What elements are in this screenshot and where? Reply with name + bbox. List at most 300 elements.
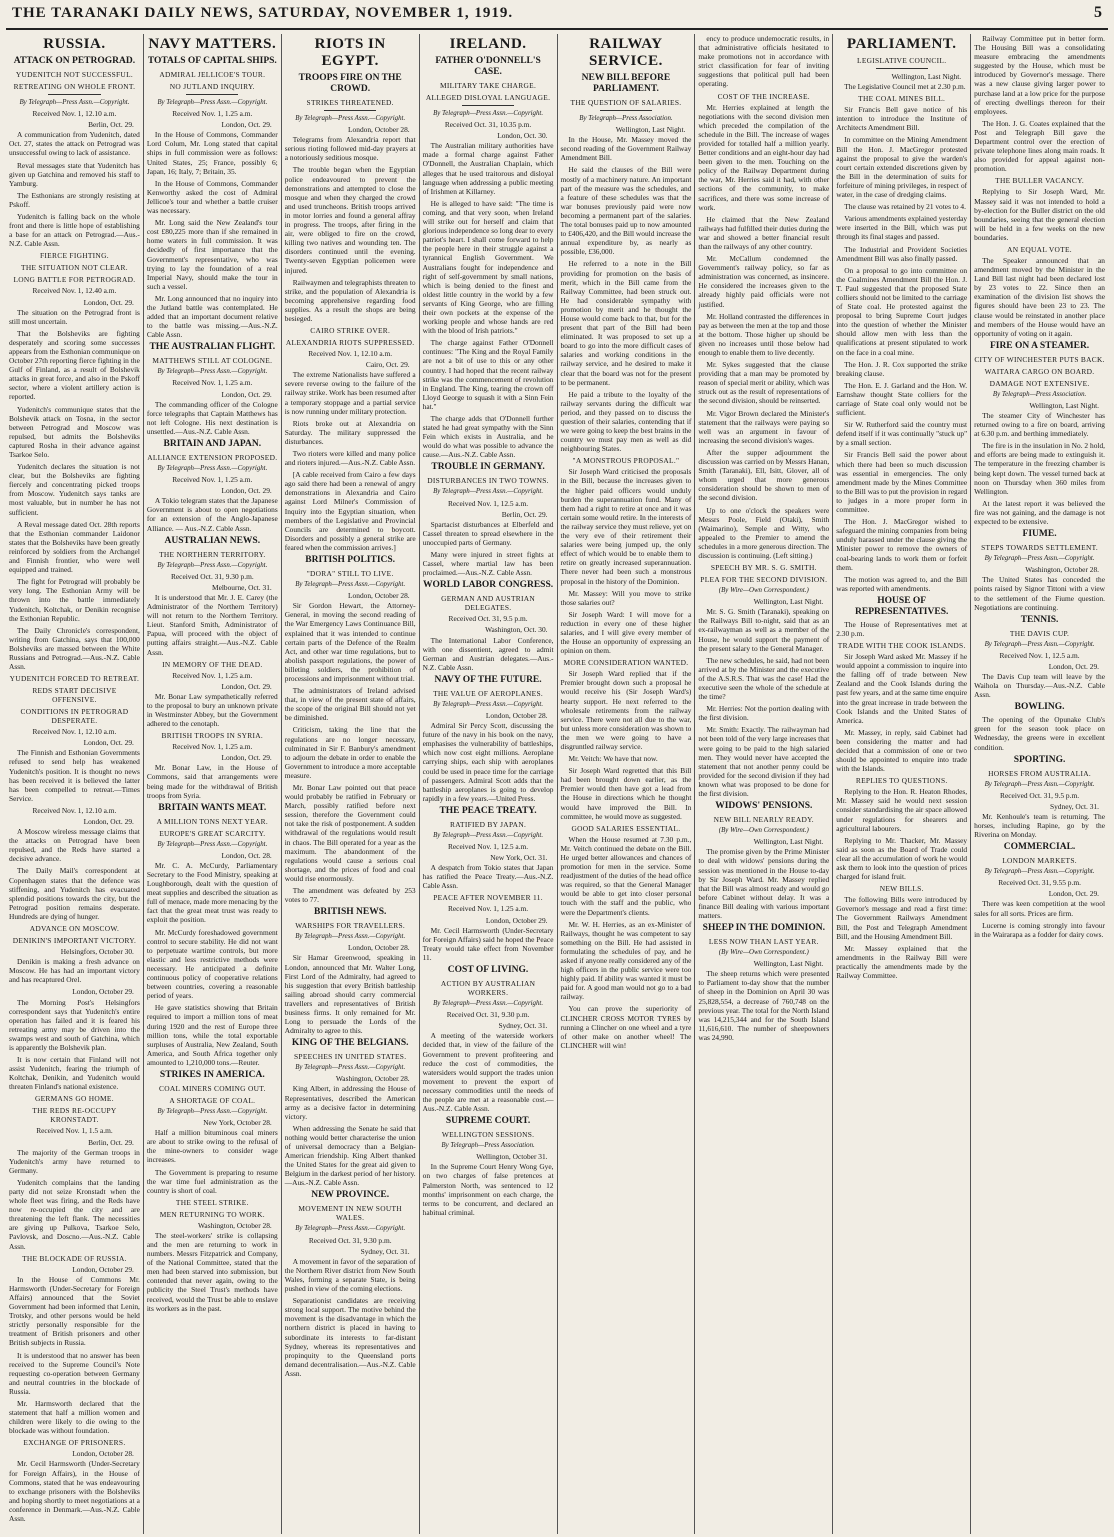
article-paragraph: Mr. Herries: Not the portion dealing with the first division.	[698, 704, 830, 723]
received-line: Received Oct. 31, 9.30 p.m.	[446, 1010, 530, 1020]
section-heading: CITY OF WINCHESTER PUTS BACK.	[974, 354, 1105, 364]
article-paragraph: The fire is in the insulation in No. 2 hold, and efforts are being made to extinguish it. The temperature in the freezing chamber is being kept down. The vessel turned back at noon on Thursday when 360 miles from Wellington.	[974, 441, 1105, 496]
subheadline: NEW PROVINCE.	[311, 1190, 390, 1201]
section-heading: WARSHIPS FOR TRAVELLERS.	[295, 921, 406, 931]
received-line: Received Oct. 31, 9.5 p.m.	[448, 614, 528, 624]
article-paragraph: King Albert, in addressing the House of Representatives, described the American army as a decisive factor in determining victory.	[284, 1084, 416, 1121]
article-paragraph: The Government is preparing to resume the war time fuel administration as the country is short of coal.	[146, 1167, 278, 1195]
section-heading: THE DAVIS CUP.	[1009, 628, 1070, 638]
subheadline: BRITAIN AND JAPAN.	[163, 439, 262, 449]
article-paragraph: In the House of Commons, Commander Kenworthy asked the cost of Admiral Jellicoe's tour and whether a battle cruiser was necessary.	[146, 178, 278, 216]
article-paragraph: The fight for Petrograd will probably be very long. The Esthonian Army will be thrown into the battle immediately Yudenitch, Koltchak, or Denikin recognise the Esthonian Republic.	[9, 577, 140, 623]
subheadline: ATTACK ON PETROGRAD.	[13, 56, 136, 66]
section-heading: "DORA" STILL TO LIVE.	[306, 569, 394, 579]
section-heading: THE COAL MINES BILL.	[858, 94, 946, 104]
article-paragraph: The steamer City of Winchester has returned owing to a fire on board, arriving at 6.30 p.m. and berthing immediately.	[974, 411, 1105, 439]
subheadline: FIUME.	[1022, 529, 1057, 540]
article-paragraph: A movement in favor of the separation of the Northern River district from New South Wales, forming a separate State, is being pushed in view of the coming elections.	[284, 1256, 416, 1294]
article-paragraph: Yudenitch declares the situation is not clear, but the Bolsheviks are fighting fiercely and concentrating picked troops from Moscow. Yudenitch says tanks are most valuable, but in number he has not sufficient.	[9, 462, 140, 517]
headline: NAVY MATTERS.	[148, 36, 277, 52]
article-paragraph: Half a million bituminous coal miners are about to strike owing to the refusal of the mine-owners to consider wage increases.	[146, 1128, 278, 1165]
divider-rule	[876, 68, 928, 69]
subheadline: FATHER O'DONNELL'S CASE.	[435, 56, 541, 77]
column-3	[281, 34, 419, 1534]
article-paragraph: Two rioters were killed and many police and rioters injured.—Aus.-N.Z. Cable Assn.	[284, 449, 416, 468]
column-1	[6, 34, 143, 1534]
article-paragraph: Mr. Holland contrasted the differences in pay as between the men at the top and those at the bottom. Those higher up should be given no increases until those below had enough to enable them to live decently.	[698, 311, 830, 357]
received-line: Received Nov. 1, 1.25 a.m.	[172, 475, 253, 485]
article-paragraph: The Hon. J. G. Coates explained that the Post and Telegraph Bill gave the Department control over the erection of private telephone lines along main roads. It also provided for appeal against non-promotion.	[974, 118, 1105, 174]
section-heading: THE QUESTION OF SALARIES.	[570, 98, 682, 107]
dateline-place: Washington, October 28.	[198, 1220, 272, 1230]
article-paragraph: The sheep returns which were presented to Parliament to-day show that the number of sheep in the Dominion on April 30 was 25,828,554, a decrease of 760,748 on the previous year. The total for the North Island was 14,215,344 and for the South Island 11,616,610. The number of sheepowners was 24,990.	[698, 969, 830, 1042]
section-heading: THE NORTHERN TERRITORY.	[159, 549, 266, 559]
section-heading: FIERCE FIGHTING.	[40, 251, 109, 261]
article-paragraph: Yudenitch complains that the landing party did not seize Kronstadt when the whole fleet was firing, and the Reds have now re-occupied the city and are threatening the left flank. The necessities are giving up Pulkova, Tsarkoe Selo, Pavlovsk, and Doscno.—Aus.-N.Z. Cable Assn.	[9, 1177, 140, 1251]
article-paragraph: Replying to the Hon. R. Heaton Rhodes, Mr. Massey said he would next session consider standardising the air space allowed under regulations for shearers and agricultural labourers.	[836, 787, 968, 833]
credit-line: By Telegraph—Press Assn.—Copyright.	[433, 110, 544, 117]
article-paragraph: The Hon. J. MacGregor wished to safeguard the mining companies from being unduly harassed under the clause giving the Minister power to remove the owners of coal-bearing lands to work them or forfeit them.	[836, 517, 968, 572]
article-paragraph: The promise given by the Prime Minister to deal with widows' pensions during the session was mentioned in the House to-day by Sir Joseph Ward. Mr. Massey replied that the Bill was almost ready and would go before Cabinet without delay. It was a finance Bill dealing with various important matters.	[698, 847, 830, 920]
dateline-place: London, Oct. 29.	[1048, 889, 1099, 899]
dateline-place: London, October 29.	[72, 1264, 134, 1274]
received-line: Received Nov. 1, 1.25 a.m.	[172, 109, 253, 119]
article-paragraph: He referred to a note in the Bill providing for promotion on the basis of merit, which in the Bill came from the Railway Committee, had been struck out. He had considerable sympathy with promotion by merit and he thought the House would come back to that, but for the present that part of the Bill had been eliminated. It was proposed to set up a board to go into the more difficult cases of salaries and working conditions in the railway service, and he desired to make it clear that the board was not for the present to be permanent.	[560, 259, 692, 387]
article-paragraph: Sir Joseph Ward asked Mr. Massey if he would appoint a commission to inquire into the falling off of trade between New Zealand and the Cook Islands during the past few years, and at the same time enquire into the great increase in trade between the Cook Islands and the United States of America.	[836, 652, 968, 725]
article-paragraph: Mr. Herries explained at length the negotiations with the second division men which preceded the compilation of the schedule in the Bill. The increase of wages provided for totalled half a million yearly. Better conditions and an eight-hour day had been given to the men. Touching on the policy of the Railway Department during the war, Mr. Herries said it had, with other sections of the community, to make sacrifices, and there was some increase of work.	[698, 102, 830, 212]
section-heading: "A MONSTROUS PROPOSAL."	[572, 456, 680, 466]
credit-line: By Telegraph—Press Assn.—Copyright.	[433, 488, 544, 496]
section-heading: REPLIES TO QUESTIONS.	[855, 776, 948, 786]
article-paragraph: The clause was retained by 21 votes to 4.	[844, 202, 966, 212]
article-paragraph: Separationist candidates are receiving strong local support. The motive behind the movement is the disadvantage in which the northern district is placed in having to subordinate its interests to far-distant Sydney, whereas its representatives and propinquity to the Queensland ports demand decentralisation.—Aus.-N.Z. Cable Assn.	[284, 1296, 416, 1378]
dateline-place: Wellington, Last Night.	[753, 597, 824, 607]
dateline-place: London, October 28.	[348, 591, 410, 601]
article-paragraph: Spartacist disturbances at Elberfeld and Cassel threaten to spread elsewhere in the unoccupied parts of Germany.	[422, 519, 554, 547]
article-paragraph: When addressing the Senate he said that nothing would better characterise the union of universal democracy than a Belgian-American friendship. King Albert thanked the United States for the great aid given to Belgium in the darkest period of her history.—Aus.-N.Z. Cable Assn.	[284, 1123, 416, 1188]
article-paragraph: It is understood that Mr. J. E. Carey (the Administrator of the Northern Territory) will not return to the Northern Territory. Lieut. Stanford Smith, Administrator of Papua, will proceed with the object of putting affairs straight.—Aus.-N.Z. Cable Assn.	[146, 592, 278, 657]
subheadline: SUPREME COURT.	[445, 1116, 531, 1127]
dateline-place: Berlin, Oct. 29.	[501, 509, 548, 519]
section-heading: THE SITUATION NOT CLEAR.	[21, 263, 128, 273]
section-heading: MILITARY TAKE CHARGE.	[440, 81, 537, 90]
article-paragraph: Various amendments explained yesterday were inserted in the Bill, which was put through its final stages and passed.	[836, 214, 968, 242]
credit-line: By Telegraph—Press Association.	[441, 1142, 535, 1150]
section-heading: LESS NOW THAN LAST YEAR.	[708, 937, 819, 947]
article-paragraph: Sir Joseph Ward: I will move for a reduction in every one of these higher salaries, and I will give every member of the House an opportunity of expressing an opinion on them.	[560, 609, 692, 656]
subheadline: THE PEACE TREATY.	[439, 805, 537, 816]
section-heading: THE STEEL STRIKE.	[175, 1197, 249, 1207]
article-paragraph: The opening of the Opunake Club's green for the season took place on Wednesday, the greens were in excellent condition.	[974, 715, 1105, 752]
divider-rule	[48, 94, 100, 95]
article-paragraph: Yudenitch's communique states that the Bolshevik attack on Tosna, in the sector between Petrograd and Moscow was repulsed, but admits the Bolsheviks captured Rosha in their advance against Tsarkoe Selo.	[9, 404, 140, 459]
received-line: Received Nov. 1, 12.10 a.m.	[32, 727, 117, 737]
article-paragraph: The Daily Mail's correspondent at Copenhagen states that the defence was stiffening, and Yudenitch has evacuated splendid positions towards the city, but the Petrograd position remains desperate. Hundreds are dying of hunger.	[9, 866, 140, 921]
dateline-place: London, Oct. 29.	[221, 486, 272, 496]
subheadline: THE AUSTRALIAN FLIGHT.	[149, 342, 276, 353]
section-heading: COAL MINERS COMING OUT.	[158, 1083, 266, 1093]
article-paragraph: In committee on the Mining Amendment Bill the Hon. J. MacGregor protested against the proposal to give the warden's court certain extended discretions given by the Bill in the determination of suits for forfeiture of mining privileges, in respect of water, in the case of dredging claims.	[836, 135, 968, 200]
credit-line: By Telegraph—Press Assn.—Copyright.	[157, 840, 268, 848]
article-paragraph: Sir Joseph Ward replied that if the Premier brought down such a proposal he would receive his (Sir Joseph Ward's) hearty support. He next referred to the wholesale retirements from the railway service. There were not all due to the war, but unless more consideration was shown to the men we were going to have a disgruntled railway service.	[560, 669, 692, 751]
subheadline: TENNIS.	[1020, 614, 1059, 625]
article-paragraph: Sir Hamar Greenwood, speaking in London, announced that Mr. Walter Long, First Lord of the Admiralty, had agreed to his suggestion that every British battleship sailing abroad should carry commercial travellers and representatives of British business firms. It only remained for Mr. Long to persuade the Lords of the Admiralty to agree to this.	[284, 953, 416, 1036]
subheadline: SHEEP IN THE DOMINION.	[702, 923, 825, 934]
received-line: Received Nov. 1, 12.5 a.m.	[999, 650, 1080, 660]
column-5	[557, 34, 695, 1534]
column-6	[694, 34, 832, 1534]
subheadline: WIDOWS' PENSIONS.	[715, 801, 813, 812]
article-paragraph: The Industrial and Provident Societies Amendment Bill was also finally passed.	[836, 244, 968, 263]
article-paragraph: Sir Joseph Ward regretted that this Bill had been brought down earlier, as the Premier would then have got a lead from the House in directions which he thought would have improved the Bill. In committee, he would move as suggested.	[560, 766, 692, 821]
article-paragraph: The Hon. J. R. Cox supported the strike breaking clause.	[836, 359, 968, 378]
article-paragraph: He claimed that the New Zealand railways had fulfilled their duties during the war and showed a better financial result than the railways of any other country.	[698, 214, 830, 251]
divider-rule	[600, 110, 652, 111]
section-heading: ALLIANCE EXTENSION PROPOSED.	[147, 453, 278, 462]
dateline-place: London, Oct. 29.	[221, 389, 272, 399]
subheadline: BRITISH POLITICS.	[305, 555, 396, 566]
article-paragraph: Sir Francis Bell said the power about which there had been so much discussion was essential in emergencies. The only amendment made by the Mines Committee to the Bill was to put the provision in regard to judges in a more proper form in committee.	[836, 450, 968, 515]
section-heading: LONDON MARKETS.	[1002, 856, 1077, 866]
credit-line: By Telegraph—Press Assn.—Copyright.	[984, 780, 1095, 788]
section-heading: GERMANS GO HOME.	[34, 1094, 114, 1104]
article-paragraph: Denikin is making a fresh advance on Moscow. He has had an important victory and has recaptured Orel.	[9, 957, 140, 985]
article-paragraph: The Finnish and Esthonian Governments refused to send help has weakened Yudenitch's position. It is thought no news has been received it is believed the latter has been compelled to retreat.—Times Service.	[9, 748, 140, 803]
dateline-place: New York, Oct. 31.	[490, 853, 548, 863]
article-paragraph: The steel-workers' strike is collapsing and the men are returning to work in numbers. Messrs Fitzpatrick and Company, of the National Committee, stated that the men had been starved into submission, but contended that never again, owing to the publicity the Steel Trust's methods have received, would the Trust be able to enslave its workers as in the past.	[146, 1230, 278, 1313]
article-paragraph: A despatch from Tokio states that Japan has ratified the Peace Treaty.—Aus.-N.Z. Cable Assn.	[422, 863, 554, 891]
article-paragraph: The new schedules, he said, had not been arrived at by the Minister and the executive of the A.S.R.S. That was the case! Had the executive seen the whole of the schedule at the time?	[698, 655, 830, 702]
dateline-place: London, Oct. 29.	[221, 120, 272, 130]
article-paragraph: Yudenitch is falling back on the whole front and there is little hope of establishing a base for an attack on Petrograd.—Aus.-N.Z. Cable Assn.	[9, 212, 140, 249]
page-number: 5	[1094, 4, 1102, 21]
article-paragraph: The United States has conceded the points raised by Signor Tittoni with a view to the settlement of the Fiume question. Negotiations are continuing.	[974, 575, 1105, 612]
article-paragraph: Mr. Bonar Law, in the House of Commons, said that arrangements were being made for the withdrawal of British troops from Syria.	[146, 763, 278, 800]
subheadline: NEW BILL BEFORE PARLIAMENT.	[581, 73, 671, 94]
article-paragraph: Admiral Sir Percy Scott, discussing the future of the navy in his book on the navy, emphasises the vulnerability of battleships, which now cost eight millions. Aeroplane carrying ships, each ship with aeroplanes could be used in peace time for the carriage of passengers. Admiral Scott adds that the battleship aeroplanes is going to develop rapidly in a few years.—United Press.	[422, 721, 554, 803]
article-paragraph: The majority of the German troops in Yudenitch's army have returned to Germany.	[9, 1147, 140, 1175]
credit-line: By Telegraph—Press Assn.—Copyright.	[157, 465, 268, 472]
article-paragraph: In the House of Commons, Commander Lord Colum, Mr. Long stated that capital ships in full commission were as follows: United States, 25; France, possibly 6; Japan, 16; Italy, 7; Britain, 35.	[146, 130, 278, 176]
dateline-place: Melbourne, Oct. 31.	[212, 582, 272, 592]
dateline-place: Cairo, Oct. 29.	[365, 360, 410, 370]
article-paragraph: Sir Francis Bell gave notice of his intention to introduce the Institute of Architects Amendment Bill.	[836, 105, 968, 133]
section-heading: STEPS TOWARDS SETTLEMENT.	[981, 543, 1099, 553]
dateline-place: Berlin, Oct. 29.	[88, 1137, 134, 1147]
dateline-place: Helsingfors, October 30.	[60, 947, 134, 957]
subheadline: WORLD LABOR CONGRESS.	[423, 580, 554, 591]
dateline-place: New York, October 28.	[203, 1118, 272, 1128]
received-line: Received Nov. 1, 1.25 a.m.	[447, 904, 529, 914]
received-line: Received Nov. 1, 1.5 a.m.	[36, 1126, 113, 1136]
subheadline: TROOPS FIRE ON THE CROWD.	[298, 73, 402, 94]
section-heading: PLEA FOR THE SECOND DIVISION.	[700, 575, 828, 585]
article-paragraph: He said the clauses of the Bill were mostly of a machinery nature. An important part of the measure was the schedules, and a feature of these schedules was that the war bonuses previously paid were now becoming a permanent part of the salaries. The total bonuses paid up to now amounted to £406,420, and the Bill would increase the annual expenditure by, as nearly as possible, £36,000.	[560, 165, 692, 257]
article-paragraph: Riots broke out at Alexandria on Saturday. The military suppressed the disturbances.	[284, 418, 416, 446]
article-paragraph: Sir Gordon Hewart, the Attorney-General, in moving the second reading of the War Emergency Laws Continuance Bill, explained that it was intended to continue certain parts of the Defence of the Realm Act, and other war time regulations, but to abolish passport regulations, the power of billeting soldiers, the prohibition of processions and imprisonment without trial.	[284, 601, 416, 683]
dateline-place: Wellington, Last Night.	[753, 959, 824, 969]
dateline-place: Wellington, Last Night.	[615, 125, 686, 135]
credit-line: (By Wire—Own Correspondent.)	[718, 587, 809, 595]
article-paragraph: Mr. W. H. Herries, as an ex-Minister of Railways, thought he was competent to say something on the Bill. He had assisted in formulating the schedules of pay, and he asked if anyone really considered any of the high officers in the public service were too highly paid. If ability was wanted it must be paid for. A good man would not go to a bad railway.	[560, 919, 692, 1002]
section-heading: MEN RETURNING TO WORK.	[159, 1209, 265, 1219]
divider-rule	[462, 105, 514, 106]
article-paragraph: The situation on the Petrograd front is still most uncertain.	[9, 307, 140, 326]
section-heading: GERMAN AND AUSTRIAN DELEGATES.	[441, 594, 536, 613]
article-paragraph: Mr. Harmsworth declared that the statement that half a million women and children were likely to die owing to the blockade was without foundation.	[9, 1398, 140, 1436]
credit-line: By Telegraph—Press Assn.—Copyright.	[433, 831, 544, 839]
article-paragraph: Mr. Massey, in reply, said Cabinet had been considering the matter and had decided that a commission of one or two should be appointed to enquire into trade with the Islands.	[836, 727, 968, 774]
article-paragraph: Replying to Sir Joseph Ward, Mr. Massey said it was not intended to hold a by-election for the Buller district on the old boundaries, seeing that the general election will be held in a few weeks on the new boundaries.	[974, 187, 1105, 242]
article-paragraph: The amendment was defeated by 253 votes to 77.	[284, 886, 416, 905]
article-paragraph: Mr. Kenhoule's team is returning. The horses, including Rapine, go by the Riverina on Monday.	[974, 811, 1105, 840]
credit-line: By Telegraph—Press Assn.—Copyright.	[157, 561, 268, 569]
received-line: Received Nov. 1, 12.10 a.m.	[32, 109, 117, 119]
article-paragraph: The Australian military authorities have made a formal charge against Father O'Donnell, the Australian Chaplain, which alleges that he used traitorous and disloyal language when addressing a public meeting of Irishmen at Killarney.	[422, 141, 554, 196]
subheadline: AUSTRALIAN NEWS.	[164, 535, 261, 546]
article-paragraph: Mr. Vigor Brown declared the Minister's statement that the railways were paying so well was an argument in favour of increasing the second division's wages.	[698, 408, 830, 445]
article-paragraph: ency to produce undemocratic results, in that administrative officials hesitated to make promotions not in accordance with strict classification for fear of inviting suggestions that political pull had been operating.	[698, 34, 830, 89]
received-line: Received Oct. 31, 9.30 p.m.	[308, 1235, 392, 1245]
section-heading: AN EQUAL VOTE.	[1007, 244, 1072, 254]
section-heading: RETREATING ON WHOLE FRONT.	[13, 82, 136, 91]
section-heading: BRITISH TROOPS IN SYRIA.	[161, 731, 264, 741]
article-paragraph: Mr. Bonar Law sympathetically referred to the proposal to bury an unknown private in Westminster Abbey, but the Government adhered to the cenotaph.	[146, 691, 278, 729]
article-paragraph: A Moscow wireless message claims that the attacks on Petrograd have been repulsed, and the Reds have started a decisive advance.	[9, 827, 140, 864]
divider-rule	[324, 110, 376, 111]
article-paragraph: In the House of Commons Mr. Harmsworth (Under-Secretary for Foreign Affairs) announced that the Soviet Government had been informed that Lenin, Trotsky, and other persons would be held strictly personally responsible for the treatment of British prisoners and other British subjects in Russia.	[9, 1274, 140, 1348]
subheadline: TROUBLE IN GERMANY.	[431, 462, 545, 473]
subheadline: BRITISH NEWS.	[314, 907, 387, 918]
headline: RUSSIA.	[43, 36, 106, 52]
headline: RIOTS IN EGYPT.	[314, 36, 386, 69]
article-paragraph: In the Supreme Court Henry Wong Gye, on two charges of false pretences at Palmerston North, was sentenced to 12 months' imprisonment on each charge, the terms to be concurrent, and declared an habitual criminal.	[422, 1162, 554, 1217]
article-paragraph: You can prove the superiority of CLINCHER CROSS MOTOR TYRES by running a Clincher on one wheel and a tyre of other make on another wheel! The CLINCHER will win!	[560, 1004, 692, 1050]
section-heading: REDS START DECISIVE OFFENSIVE.	[32, 686, 117, 705]
subheadline: COMMERCIAL.	[1003, 842, 1076, 853]
section-heading: SPEECHES IN UNITED STATES.	[294, 1052, 407, 1062]
article-paragraph: The Daily Chronicle's correspondent, writing from Gatchina, says that 100,000 Bolsheviks are massed between the White Russians and Petrograd.—Aus.-N.Z. Cable Assn.	[9, 625, 140, 672]
credit-line: By Telegraph—Press Assn.—Copyright.	[295, 933, 406, 941]
subheadline: HOUSE OF REPRESENTATIVES.	[855, 595, 949, 617]
section-heading: MATTHEWS STILL AT COLOGNE.	[152, 356, 273, 366]
subheadline: KING OF THE BELGIANS.	[291, 1038, 409, 1049]
article-paragraph: The Morning Post's Helsingfors correspondent says that Yudenitch's entire operation has failed and it is feared his retreating army may be driven into the swamps west and south of Gatchina, which is apparently the Bolshevik plan.	[9, 997, 140, 1052]
article-paragraph: Mr. Smith: Exactly. The railwayman had not been told of the very large increases that were going to be paid to the high salaried men. They would never have accepted the statement that not another penny could be provided for the second division if they had known what was proposed to be done for the first division.	[698, 725, 830, 799]
credit-line: By Telegraph—Press Assn.—Copyright.	[433, 700, 544, 708]
section-heading: WELLINGTON SESSIONS.	[441, 1130, 535, 1140]
dateline-place: Wellington, Last Night.	[891, 72, 962, 81]
headline: IRELAND.	[449, 36, 527, 52]
article-paragraph: Replying to Mr. Thacker, Mr. Massey said as soon as the Board of Trade could clear all the accumulation of work he would ask them to look into the question of prices charged for island fruit.	[836, 835, 968, 882]
article-paragraph: Sir Joseph Ward criticised the proposals in the Bill, because the increases given to the higher paid officers would unduly burden the superannuation fund. Many of them had a right to retire at once and it was certain some would retire. In the interests of the railway service they must relieve, yet on the very eve of their retirement their salaries were being jumped up, the only effect of which would be to enable them to retire on greatly increased superannuation. There never had been such a monstrous proposal in the history of the Dominion.	[560, 467, 692, 586]
article-paragraph: The Legislative Council met at 2.30 p.m.	[844, 82, 966, 92]
subheadline: STRIKES IN AMERICA.	[159, 1069, 265, 1080]
article-paragraph: After the supper adjournment the discussion was carried on by Messrs Hanan, Smith (Taranaki), Ell, Isitt, Glover, all of whom urged that more generous consideration should be shown to men of the second division.	[698, 447, 830, 503]
section-heading: DISTURBANCES IN TWO TOWNS.	[427, 476, 549, 486]
article-paragraph: The Speaker announced that an amendment moved by the Minister in the Land Bill last night had been declared lost by 23 votes to 22. Since then an examination of the division list shows the figures should have been 23 to 23. The clause would be reinstated in another place and members of the House would have an opportunity of voting on it again.	[974, 255, 1105, 338]
received-line: Received Nov. 1, 1.25 a.m.	[172, 742, 253, 752]
masthead	[6, 4, 1108, 30]
column-4	[419, 34, 557, 1534]
column-grid	[6, 34, 1108, 1534]
article-paragraph: The trouble began when the Egyptian police endeavoured to prevent the demonstrations and attempted to close the mosque and when they charged the crowd and used truncheons. British troops arrived in motor lorries and found a general affray in progress. The troops, after firing in the air, were obliged to fire on the crowd, killing two natives and wounding ten. The disorders continued until the evening. Twenty-seven Egyptian policemen were injured.	[284, 165, 416, 275]
article-paragraph: Many were injured in street fights at Cassel, where martial law has been proclaimed.—Aus.-N.Z. Cable Assn.	[422, 550, 554, 578]
article-paragraph: Criticism, taking the line that the regulations are no longer necessary, culminated in Sir F. Banbury's amendment to adjourn the debate in order to enable the Government to introduce a more acceptable measure.	[284, 725, 416, 780]
received-line: Received Nov. 1, 12.5 a.m.	[447, 498, 529, 508]
credit-line: By Telegraph—Press Assn.—Copyright.	[295, 115, 406, 122]
column-7	[832, 34, 970, 1534]
section-heading: NEW BILL NEARLY READY.	[713, 815, 814, 825]
article-paragraph: Mr. Veitch: We have that now.	[568, 754, 658, 764]
divider-rule	[186, 94, 238, 95]
article-paragraph: Mr. McCurdy foreshadowed government control to secure stability. He did not want to perpetuate wartime controls, but more elastic and less restrictive methods were necessary. He anticipated a definite continuous policy of cooperative relations between countries, covering a reasonable period of years.	[146, 927, 278, 1001]
article-paragraph: Mr. McCallum condemned the Government's railway policy, so far as administration was concerned, as insincere. He considered the increases given to the already highly paid officials were not justified.	[698, 254, 830, 309]
dateline-place: London, Oct. 29.	[221, 681, 272, 691]
credit-line: By Telegraph—Press Association.	[579, 115, 673, 122]
dateline-place: London, Oct. 29.	[221, 753, 272, 763]
article-paragraph: The Davis Cup team will leave by the Waihola on Thursday.—Aus.-N.Z. Cable Assn.	[974, 671, 1105, 700]
article-paragraph: The International Labor Conference, with one dissentient, agreed to admit German and Austrian delegates.—Aus.-N.Z. Cable Assn.	[422, 635, 554, 672]
article-paragraph: Railwaymen and telegraphists threaten to strike, and the population of Alexandria is becoming apprehensive regarding food supplies. As a result the shops are being besieged.	[284, 277, 416, 323]
section-heading: THE VALUE OF AEROPLANES.	[433, 688, 544, 698]
credit-line: By Telegraph—Press Assn.—Copyright.	[157, 368, 268, 376]
article-paragraph: The Hon. E. J. Garland and the Hon. W. Earnshaw thought State colliers for the carriage of State coal only would not be sufficient.	[836, 380, 968, 418]
article-paragraph: That the Bolsheviks are fighting desperately and scoring some successes appears from the Esthonian communique on October 27th reporting fierce fighting in the Gulf of Finland, as a result of Bolshevik attacks in great force, and also in the Pskoff sector, where a violent artillery action is reported.	[9, 328, 140, 402]
dateline-place: London, Oct. 29.	[83, 297, 134, 307]
section-heading: DENIKIN'S IMPORTANT VICTORY.	[12, 936, 137, 946]
article-paragraph: The administrators of Ireland advised that, in view of the present state of affairs, the scope of the original Bill should not yet be diminished.	[284, 686, 416, 723]
credit-line: (By Wire—Own Correspondent.)	[718, 827, 809, 835]
dateline-place: London, Oct. 29.	[1048, 661, 1099, 671]
credit-line: (By Wire—Own Correspondent.)	[718, 949, 809, 957]
section-heading: MOVEMENT IN NEW SOUTH WALES.	[298, 1204, 402, 1223]
section-heading: EXCHANGE OF PRISONERS.	[23, 1438, 126, 1448]
credit-line: By Telegraph—Press Association.	[992, 390, 1087, 398]
article-paragraph: It is understood that no answer has been received to the Supreme Council's Note requesting co-operation between Germany and neutral countries in the blockade of Russia.	[9, 1350, 140, 1396]
credit-line: By Telegraph—Press Assn.—Copyright.	[157, 1107, 268, 1115]
received-line: Received Nov. 1, 12.5 a.m.	[447, 842, 529, 851]
received-line: Received Oct. 31, 9.30 p.m.	[170, 571, 254, 581]
section-heading: THE BULLER VACANCY.	[995, 176, 1084, 186]
section-heading: ACTION BY AUSTRALIAN WORKERS.	[440, 979, 536, 998]
subheadline: BRITAIN WANTS MEAT.	[158, 802, 267, 813]
article-paragraph: He paid a tribute to the loyalty of the railway servants during the difficult war period, and they passed on to discuss the question of their salaries, contending that if we were going to keep the best brains in the country we must pay men as well as did neighbouring States.	[560, 389, 692, 454]
section-heading: THE BLOCKADE OF RUSSIA.	[22, 1253, 127, 1263]
credit-line: By Telegraph—Press Assn.—Copyright.	[984, 868, 1095, 876]
received-line: Received Nov. 1, 1.25 a.m.	[172, 670, 253, 680]
article-paragraph: In the House, Mr. Massey moved the second reading of the Government Railway Amendment Bill.	[560, 135, 692, 163]
section-heading: CONDITIONS IN PETROGRAD DESPERATE.	[20, 707, 129, 726]
section-heading: LONG BATTLE FOR PETROGRAD.	[13, 275, 136, 285]
credit-line: By Telegraph—Press Assn.—Copyright.	[984, 640, 1095, 648]
article-paragraph: The following Bills were introduced by Governor's message and read a first time: The Government Railways Amendment Bill, the Post and Telegraph Amendment Bill, and the Housing Amendment Bill.	[836, 895, 968, 941]
section-heading: GOOD SALARIES ESSENTIAL.	[571, 823, 681, 833]
article-paragraph: Mr. Cecil Harmsworth (Under-Secretary for Foreign Affairs), in the House of Commons, stated that he was endeavouring to exchange prisoners with the Bolsheviks and hoping shortly to meet negotiations at a conference in Denmark.—Aus.-N.Z. Cable Assn.	[9, 1459, 140, 1523]
subheadline: BOWLING.	[1014, 702, 1065, 713]
section-heading: THE REDS RE-OCCUPY KRONSTADT.	[32, 1106, 117, 1125]
section-heading: ADMIRAL JELLICOE'S TOUR.	[159, 70, 266, 79]
dateline-place: London, October 28.	[72, 1449, 134, 1459]
article-paragraph: He is alleged to have said: "The time is coming, and that very soon, when Ireland will strike out for herself and claim that glorious independence so long dear to every patriot's heart. I shall come forward to help the people here in their struggle against a tyrannical English Government. We Australians fought for independence and right of self-government by small nations, which is being denied to the finest and oldest little country in the world by a few servants of King George, who are filling their own pockets at the expense of the working people and whose hands are red with the blood of Irish patriots."	[422, 198, 554, 336]
dateline-place: Washington, October 28.	[1025, 565, 1099, 575]
section-heading: NEW BILLS.	[879, 884, 924, 894]
received-line: Received Oct. 31, 9.5 p.m.	[1000, 790, 1080, 800]
article-paragraph: Railway Committee put in better form. The Housing Bill was a consolidating measure embracing the amendments suggested by the House, which must be introduced by Governor's message. There was a new clause giving larger power to purchase land at a low price for the purpose of erecting dwellings thereon for their employees.	[974, 34, 1105, 116]
article-paragraph: Lucerne is coming strongly into favour in the Wairarapa as a fodder for dairy cows.	[974, 920, 1105, 939]
article-paragraph: The commanding officer of the Cologne force telegraphs that Captain Matthews has not left Cologne. His next destination is unsettled.—Aus.-N.Z. Cable Assn.	[146, 399, 278, 436]
article-paragraph: Mr. Long said the New Zealand's tour cost £80,225 more than if she remained in home waters in full commission. It was decidedly of first importance that the Government's representative, who was trying to lay the foundation of a real Imperial Navy, should make the tour in such a vessel.	[146, 218, 278, 291]
dateline-place: Sydney, Oct. 31.	[498, 1021, 548, 1031]
dateline-place: London, Oct. 29.	[83, 738, 134, 748]
received-line: Received Nov. 1, 1.25 a.m.	[172, 378, 253, 388]
article-paragraph: Mr. Bonar Law pointed out that peace would probably be ratified in February or March, possibly ratified before next session, therefore the Government could not take the risk of postponement. A sudden withdrawal of the regulations would result in chaos. The Bill operated for a year as the maximum. The abandonment of the regulations would cause a serious coal shortage, and the prices of food and coal would rise enormously.	[284, 783, 416, 883]
article-paragraph: At the latest report it was believed the fire was not gaining, and the damage is not expected to be extensive.	[974, 498, 1105, 527]
credit-line: By Telegraph—Press Assn.—Copyright.	[295, 1225, 406, 1233]
article-paragraph: The charge adds that O'Donnell further stated he had great sympathy with the Sinn Fein which exists in Australia, and he would do what was possible to advance the cause.—Aus.-N.Z. Cable Assn.	[422, 414, 554, 460]
article-paragraph: Telegrams from Alexandria report that serious rioting followed mid-day prayers at a notoriously seditious mosque.	[284, 135, 416, 163]
article-paragraph: Mr. Massey: Will you move to strike those salaries out?	[560, 588, 692, 607]
article-paragraph: Mr. S. G. Smith (Taranaki), speaking on the Railways Bill to-night, said that as an ex-railwayman as well as a member of the House, he would support the payment of the present salary to the General Manager.	[698, 607, 830, 653]
headline: RAILWAY SERVICE.	[588, 36, 663, 69]
dateline-place: London, October 28.	[485, 710, 548, 720]
credit-line: By Telegraph—Press Assn.—Copyright.	[984, 555, 1095, 563]
section-heading: NO JUTLAND INQUIRY.	[169, 82, 255, 91]
section-heading: A MILLION TONS NEXT YEAR.	[156, 816, 268, 826]
article-paragraph: A communication from Yudenitch, dated Oct. 27, states the attack on Petrograd was unsuccessful owing to lack of assistance.	[9, 130, 140, 158]
article-paragraph: Mr. Sykes suggested that the clause providing that a man may be promoted by reason of special merit or ability, which was struck out as the result of representations of the second division, should be reinserted.	[698, 360, 830, 406]
dateline-place: London, October 29.	[72, 987, 134, 997]
article-paragraph: He gave statistics showing that Britain required to import a million tons of meat during 1920 and the rest of Europe three million tons, while the total exportable surpluses of Australia, New Zealand, South America, and South Africa together only amounted to 1,210,000 tons.—Reuter.	[146, 1003, 278, 1067]
dateline-place: Berlin, Oct. 29.	[88, 120, 134, 130]
article-paragraph: Mr. Massey explained that the amendments in the Railway Bill were practically the amendments made by the Railway Committee.	[836, 943, 968, 980]
section-heading: ALEXANDRIA RIOTS SUPPRESSED.	[285, 338, 415, 348]
column-8	[970, 34, 1108, 1534]
article-paragraph: The charge against Father O'Donnell continues: "The King and the Royal Family are not a bit of use to this or any other country. I had hoped that the recent railway strike was the commencement of revolution in England. The King, tearing the crown off Lloyd George to squash it with a Sinn Fein hat."	[422, 338, 554, 411]
credit-line: By Telegraph—Press Assn.—Copyright.	[19, 99, 130, 106]
dateline-place: London, October 29.	[485, 915, 548, 925]
dateline-place: Wellington, Last Night.	[753, 837, 824, 847]
subheadline: TOTALS OF CAPITAL SHIPS.	[147, 56, 277, 66]
article-paragraph: When the House resumed at 7.30 p.m., Mr. Veitch continued the debate on the Bill. He urged better allowances and chances of promotion for men in the service. Some readjustment of the duties of the head office was required, so that the General Manager would be able to get into closer personal touch with the staff and the public, who were the Department's clients.	[560, 834, 692, 917]
article-paragraph: The extreme Nationalists have suffered a severe reverse owing to the failure of the railway strike. Work has been resumed after a temporary stoppage and a partial service is now running under military protection.	[284, 370, 416, 416]
section-heading: RATIFIED BY JAPAN.	[450, 819, 527, 829]
dateline-place: Washington, October 28.	[335, 1074, 410, 1084]
section-heading: HORSES FROM AUSTRALIA.	[988, 768, 1092, 778]
section-heading: EUROPE'S GREAT SCARCITY.	[159, 828, 266, 838]
section-heading: CAIRO STRIKE OVER.	[310, 326, 391, 336]
section-heading: A SHORTAGE OF COAL.	[169, 1095, 256, 1105]
article-paragraph: It is now certain that Finland will not assist Yudenitch, fearing the triumph of Koltchak, Denikin, and Yudenitch would threaten Finland's national existence.	[9, 1055, 140, 1092]
received-line: Received Oct. 31, 10.35 p.m.	[444, 120, 532, 130]
article-paragraph: The Esthonians are strongly resisting at Pskoff.	[9, 190, 140, 209]
dateline-place: London, Oct. 30.	[497, 131, 548, 141]
section-heading: ALLEGED DISLOYAL LANGUAGE.	[425, 93, 551, 102]
article-paragraph: The motion was agreed to, and the Bill was reported with amendments.	[836, 574, 968, 593]
dateline-place: London, Oct. 28.	[221, 850, 272, 860]
section-heading: WAITARA CARGO ON BOARD.	[984, 366, 1095, 376]
section-heading: ADVANCE ON MOSCOW.	[29, 924, 120, 934]
masthead-title: THE TARANAKI DAILY NEWS, SATURDAY, NOVEMBER 1, 1919.	[12, 5, 514, 21]
article-paragraph: The House of Representatives met at 2.30 p.m.	[836, 619, 968, 638]
subheadline: FIRE ON A STEAMER.	[989, 340, 1090, 351]
section-heading: SPEECH BY MR. S. G. SMITH.	[710, 563, 817, 573]
subheadline: NAVY OF THE FUTURE.	[434, 674, 542, 685]
section-heading: YUDENITCH FORCED TO RETREAT.	[9, 674, 140, 684]
article-paragraph: Mr. Cecil Harmsworth (Under-Secretary for Foreign Affairs) said he hoped the Peace Treaty would take effect from November 11.	[422, 925, 554, 962]
article-paragraph: A meeting of the waterside workers decided that, in view of the failure of the Government to prevent profiteering and reduce the cost of commodities, the watersiders would support the trades union movement to prevent the export of necessary commodities until the needs of the people are met at a reasonable cost.—Aus.-N.Z. Cable Assn.	[422, 1031, 554, 1114]
dateline-place: Wellington, Last Night.	[1029, 400, 1099, 410]
